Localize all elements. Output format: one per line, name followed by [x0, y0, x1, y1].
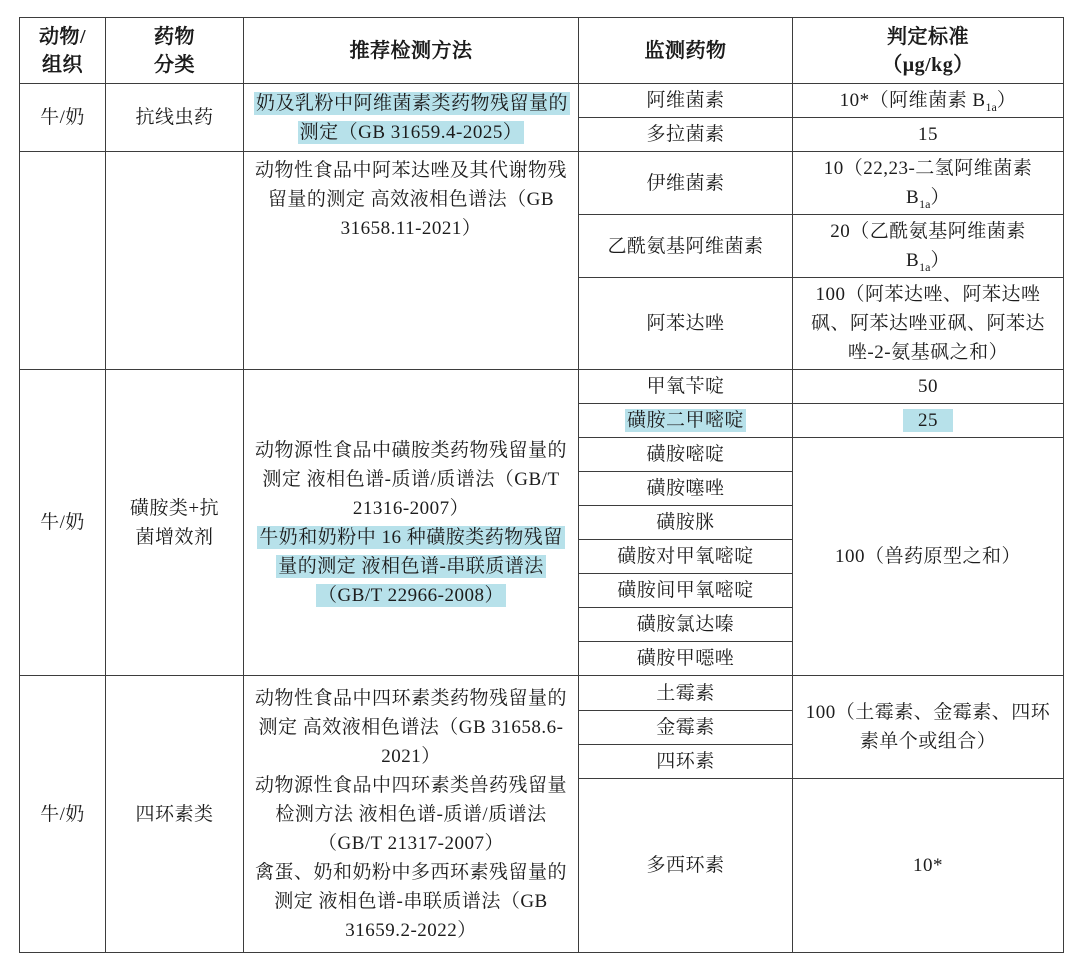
drug-cell: [579, 779, 793, 953]
drug-cell: [579, 472, 793, 506]
method-cell: [244, 676, 579, 953]
standard-cell: [793, 676, 1064, 779]
text-segment: 动物/: [38, 25, 87, 48]
text-segment: 四环素: [656, 751, 715, 772]
text-segment: 多拉菌素: [646, 124, 725, 145]
header-animal-tissue: [20, 18, 106, 84]
text-segment: 磺胺对甲氧嘧啶: [617, 546, 754, 567]
text-segment: 多西环素: [646, 855, 725, 876]
standard-cell: [793, 118, 1064, 152]
text-segment: 组织: [42, 53, 83, 76]
text-segment: 四环素类: [135, 803, 214, 825]
drug-cell: [579, 574, 793, 608]
text-segment: 10（22,23-二氢阿维菌素: [823, 158, 1033, 179]
text-segment: 磺胺间甲氧嘧啶: [617, 580, 754, 601]
header-judgment-standard: [793, 18, 1064, 84]
animal-cell: [20, 152, 106, 370]
drug-cell: [579, 215, 793, 278]
text-segment: 磺胺氯达嗪: [636, 614, 735, 635]
text-segment: 阿苯达唑: [646, 313, 725, 334]
drug-class-cell: [106, 152, 244, 370]
drug-cell: [579, 745, 793, 779]
method-cell: [244, 84, 579, 152]
drug-cell: [579, 278, 793, 370]
text-segment: 100（兽药原型之和）: [834, 546, 1021, 567]
drug-cell: [579, 711, 793, 745]
text-segment: 动物源性食品中四环素类兽药残留量检测方法 液相色谱-质谱/质谱法（GB/T 21317-2007）: [254, 774, 567, 854]
standard-cell: [793, 215, 1064, 278]
drug-cell: [579, 540, 793, 574]
animal-cell: 牛/奶: [20, 84, 106, 152]
text-segment: 100（土霉素、金霉素、四环素单个或组合）: [805, 702, 1051, 752]
standard-cell: [793, 779, 1064, 953]
highlighted-text: 奶及乳粉中阿维菌素类药物残留量的测定（GB 31659.4-2025）: [256, 92, 569, 143]
table-row: [20, 370, 1064, 404]
header-monitored-drug: 监测药物: [579, 18, 793, 84]
table-row: [20, 84, 1064, 118]
drug-cell: [579, 152, 793, 215]
text-segment: 100（阿苯达唑、阿苯达唑砜、阿苯达唑亚砜、阿苯达唑-2-氨基砜之和）: [810, 284, 1045, 363]
text-segment: B: [905, 250, 920, 271]
text-segment: 15: [918, 124, 938, 145]
standard-cell: [793, 404, 1064, 438]
text-segment: ）: [930, 187, 951, 208]
text-segment: 50: [918, 376, 938, 397]
text-segment: 药物: [154, 25, 195, 48]
text-segment: 菌增效剂: [135, 526, 214, 548]
standard-cell: [793, 278, 1064, 370]
drug-cell: [579, 84, 793, 118]
drug-class-cell: [106, 370, 244, 676]
text-segment: 阿维菌素: [646, 90, 725, 111]
text-segment: 磺胺噻唑: [646, 478, 725, 499]
header-row: [20, 18, 1064, 84]
subscript-text: 1a: [985, 99, 997, 114]
table-row: [20, 152, 1064, 215]
drug-cell: [579, 608, 793, 642]
text-segment: B: [905, 187, 920, 208]
text-segment: 甲氧苄啶: [646, 376, 725, 397]
standard-cell: [793, 438, 1064, 676]
table-row: [20, 676, 1064, 711]
standard-cell: [793, 370, 1064, 404]
highlighted-text: 牛奶和奶粉中 16 种磺胺类药物残留量的测定 液相色谱-串联质谱法（GB/T 22966-2008）: [259, 526, 563, 606]
text-segment: 磺胺类+抗: [129, 497, 220, 519]
drug-cell: [579, 404, 793, 438]
text-segment: ）: [930, 250, 951, 271]
text-segment: 禽蛋、奶和奶粉中多西环素残留量的测定 液相色谱-串联质谱法（GB 31659.2-2022）: [254, 861, 567, 941]
text-segment: 10*（阿维菌素 B: [839, 90, 986, 111]
drug-cell: [579, 438, 793, 472]
drug-cell: [579, 506, 793, 540]
drug-class-cell: [106, 676, 244, 953]
drug-class-cell: [106, 84, 244, 152]
text-segment: 抗线虫药: [135, 107, 214, 128]
text-segment: ）: [996, 90, 1017, 111]
text-segment: 金霉素: [656, 717, 715, 738]
method-cell: [244, 152, 579, 370]
drug-residue-table: [19, 17, 1064, 953]
highlighted-text: 25: [903, 409, 953, 432]
text-segment: 伊维菌素: [646, 172, 725, 194]
drug-cell: [579, 370, 793, 404]
text-segment: 动物源性食品中磺胺类药物残留量的测定 液相色谱-质谱/质谱法（GB/T 21316-2007）: [254, 439, 567, 519]
animal-cell: 牛/奶: [20, 370, 106, 676]
subscript-text: 1a: [919, 259, 931, 274]
text-segment: 磺胺脒: [656, 512, 715, 533]
standard-cell: [793, 84, 1064, 118]
text-segment: 土霉素: [656, 682, 715, 704]
text-segment: 判定标准: [887, 25, 969, 48]
drug-cell: [579, 642, 793, 676]
text-segment: 20（乙酰氨基阿维菌素: [830, 221, 1026, 242]
subscript-text: 1a: [919, 196, 931, 211]
text-segment: 分类: [154, 53, 195, 76]
drug-cell: [579, 676, 793, 711]
text-segment: 磺胺甲噁唑: [636, 648, 735, 669]
standard-cell: [793, 152, 1064, 215]
text-segment: 10*: [913, 855, 943, 876]
text-segment: 动物性食品中四环素类药物残留量的测定 高效液相色谱法（GB 31658.6-2021）: [254, 687, 567, 767]
animal-cell: 牛/奶: [20, 676, 106, 953]
text-segment: （μg/kg）: [882, 53, 974, 76]
header-drug-class: [106, 18, 244, 84]
text-segment: 乙酰氨基阿维菌素: [607, 235, 764, 257]
header-recommended-method: 推荐检测方法: [244, 18, 579, 84]
method-cell: [244, 370, 579, 676]
text-segment: 动物性食品中阿苯达唑及其代谢物残留量的测定 高效液相色谱法（GB 31658.11-2021）: [254, 160, 567, 239]
drug-cell: [579, 118, 793, 152]
text-segment: 磺胺嘧啶: [646, 444, 725, 465]
highlighted-text: 磺胺二甲嘧啶: [626, 410, 744, 431]
